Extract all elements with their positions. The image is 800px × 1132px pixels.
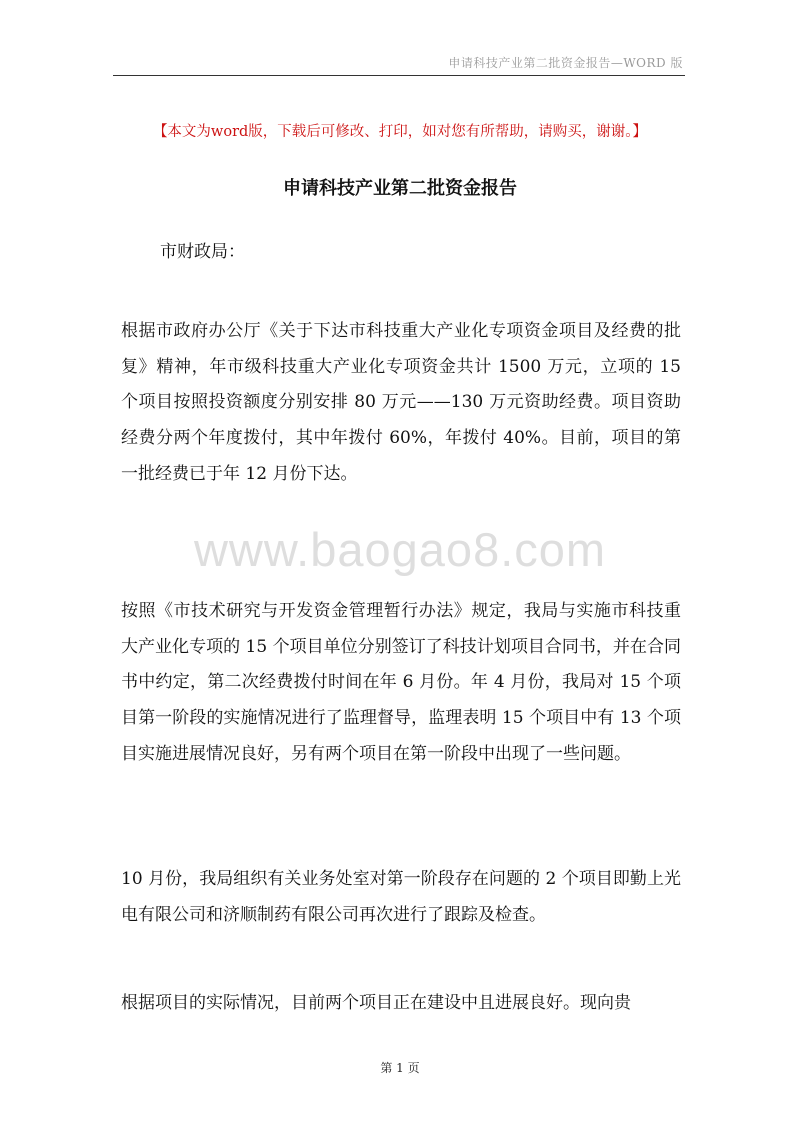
paragraph-3: 10 月份，我局组织有关业务处室对第一阶段存在问题的 2 个项目即勤上光电有限公司和济顺制药有限公司再次进行了跟踪及检查。 (121, 869, 681, 925)
watermark-text: www.baogao8.com (193, 523, 607, 576)
download-notice: 【本文为word版，下载后可修改、打印，如对您有所帮助，请购买，谢谢。】 (152, 124, 648, 140)
paragraph-4: 根据项目的实际情况，目前两个项目正在建设中且进展良好。现向贵 (121, 993, 631, 1013)
salutation: 市财政局： (160, 242, 245, 262)
paragraph-1: 根据市政府办公厅《关于下达市科技重大产业化专项资金项目及经费的批复》精神，年市级科技重大产业化专项资金共计 1500 万元，立项的 15 个项目按照投资额度分别安排 80 万元——130 万元资助经费。项目资助经费分两个年度拨付，其中年拨付 60%，年拨付 40%。目前，项目的第一批经费已于年 12 月份下达。 (121, 321, 681, 484)
paragraph-2: 按照《市技术研究与开发资金管理暂行办法》规定，我局与实施市科技重大产业化专项的 15 个项目单位分别签订了科技计划项目合同书，并在合同书中约定，第二次经费拨付时间在年 6 月份。年 4 月份，我局对 15 个项目第一阶段的实施情况进行了监理督导，监理表明 15 个项目中有 13 个项目实施进展情况良好，另有两个项目在第一阶段中出现了一些问题。 (121, 601, 681, 764)
page-number: 第 1 页 (380, 1061, 420, 1075)
header-divider (113, 75, 685, 76)
document-title: 申请科技产业第二批资金报告 (283, 178, 517, 199)
running-header: 申请科技产业第二批资金报告—WORD 版 (448, 56, 683, 70)
